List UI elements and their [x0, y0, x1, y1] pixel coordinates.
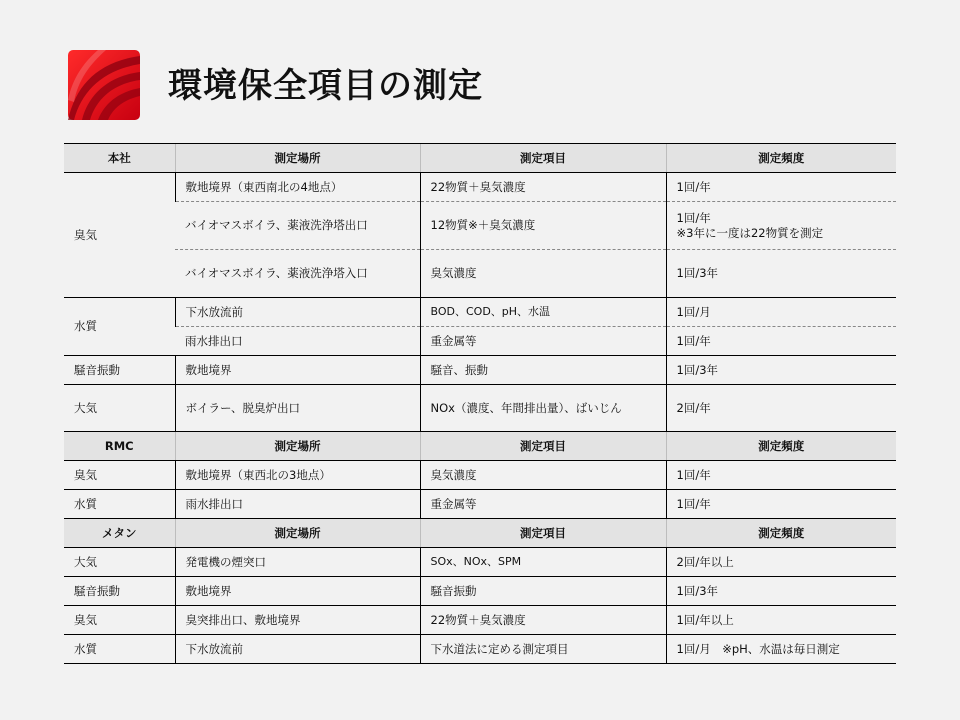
header-frequency: 測定頻度	[666, 519, 896, 548]
frequency-value: 1回/年	[676, 210, 711, 225]
measurement-table	[64, 143, 896, 664]
company-logo	[68, 50, 140, 120]
location-cell: 発電機の煙突口	[175, 548, 420, 577]
frequency-cell: 1回/月	[666, 298, 896, 327]
location-cell: 下水放流前	[175, 635, 420, 664]
table-row	[64, 298, 896, 327]
location-cell: 下水放流前	[175, 298, 420, 327]
location-cell: 雨水排出口	[175, 327, 420, 356]
category-cell: 騒音振動	[64, 577, 175, 606]
header-frequency: 測定頻度	[666, 432, 896, 461]
frequency-note: ※3年に一度は22物質を測定	[676, 225, 824, 240]
item-cell: NOx（濃度、年間排出量）、ばいじん	[420, 385, 666, 432]
header-honsha: 本社	[64, 144, 175, 173]
frequency-cell: 1回/年	[666, 490, 896, 519]
frequency-cell: 1回/3年	[666, 577, 896, 606]
header-item: 測定項目	[420, 144, 666, 173]
table-row	[64, 202, 896, 250]
table-row	[64, 548, 896, 577]
frequency-cell: 1回/年以上	[666, 606, 896, 635]
header-item: 測定項目	[420, 432, 666, 461]
frequency-cell: 1回/年	[666, 327, 896, 356]
item-cell: 22物質＋臭気濃度	[420, 173, 666, 202]
location-cell: 敷地境界	[175, 356, 420, 385]
category-cell: 臭気	[64, 173, 175, 298]
table-row	[64, 327, 896, 356]
header-location: 測定場所	[175, 144, 420, 173]
item-cell: 臭気濃度	[420, 250, 666, 298]
header-methane: メタン	[64, 519, 175, 548]
category-cell: 大気	[64, 548, 175, 577]
table-row	[64, 173, 896, 202]
frequency-cell	[666, 202, 896, 250]
table-row	[64, 250, 896, 298]
item-cell: SOx、NOx、SPM	[420, 548, 666, 577]
frequency-cell: 1回/年	[666, 461, 896, 490]
item-cell: 下水道法に定める測定項目	[420, 635, 666, 664]
table-row	[64, 577, 896, 606]
header-frequency: 測定頻度	[666, 144, 896, 173]
location-cell: 敷地境界（東西南北の4地点）	[175, 173, 420, 202]
location-cell: バイオマスボイラ、薬液洗浄塔出口	[175, 202, 420, 250]
methane-header-row	[64, 519, 896, 548]
item-cell: 重金属等	[420, 327, 666, 356]
frequency-cell: 2回/年以上	[666, 548, 896, 577]
header-location: 測定場所	[175, 432, 420, 461]
category-cell: 水質	[64, 490, 175, 519]
item-cell: 22物質＋臭気濃度	[420, 606, 666, 635]
frequency-cell: 1回/3年	[666, 250, 896, 298]
table-row	[64, 385, 896, 432]
location-cell: 臭突排出口、敷地境界	[175, 606, 420, 635]
header-rmc: RMC	[64, 432, 175, 461]
page-title: 環境保全項目の測定	[168, 66, 483, 106]
item-cell: 臭気濃度	[420, 461, 666, 490]
item-cell: 12物質※＋臭気濃度	[420, 202, 666, 250]
frequency-cell: 2回/年	[666, 385, 896, 432]
rmc-header-row	[64, 432, 896, 461]
item-cell: 騒音振動	[420, 577, 666, 606]
category-cell: 水質	[64, 298, 175, 356]
category-cell: 臭気	[64, 461, 175, 490]
table-row	[64, 490, 896, 519]
item-cell: 騒音、振動	[420, 356, 666, 385]
frequency-cell: 1回/3年	[666, 356, 896, 385]
table-row	[64, 461, 896, 490]
frequency-cell: 1回/月 ※pH、水温は毎日測定	[666, 635, 896, 664]
header-location: 測定場所	[175, 519, 420, 548]
location-cell: 敷地境界（東西北の3地点）	[175, 461, 420, 490]
frequency-cell: 1回/年	[666, 173, 896, 202]
header-item: 測定項目	[420, 519, 666, 548]
table-row	[64, 635, 896, 664]
table-row	[64, 606, 896, 635]
item-cell: 重金属等	[420, 490, 666, 519]
location-cell: ボイラー、脱臭炉出口	[175, 385, 420, 432]
honsha-header-row	[64, 144, 896, 173]
table-row	[64, 356, 896, 385]
category-cell: 騒音振動	[64, 356, 175, 385]
item-cell: BOD、COD、pH、水温	[420, 298, 666, 327]
category-cell: 臭気	[64, 606, 175, 635]
location-cell: 敷地境界	[175, 577, 420, 606]
location-cell: 雨水排出口	[175, 490, 420, 519]
category-cell: 大気	[64, 385, 175, 432]
category-cell: 水質	[64, 635, 175, 664]
location-cell: バイオマスボイラ、薬液洗浄塔入口	[175, 250, 420, 298]
